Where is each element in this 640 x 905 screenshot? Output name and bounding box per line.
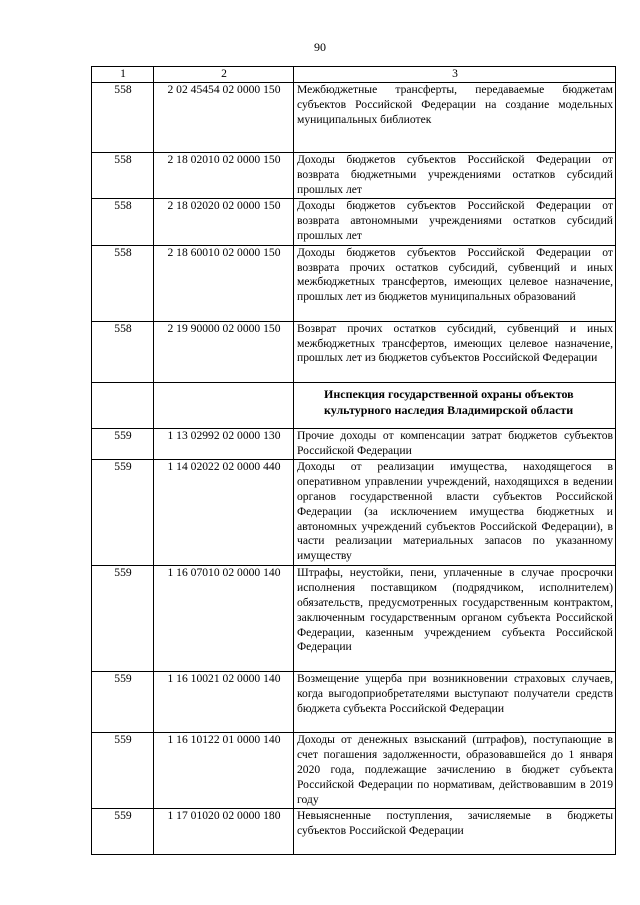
row-number: 559 [92, 566, 154, 672]
row-number: 559 [92, 460, 154, 566]
row-description: Невыясненные поступления, зачисляемые в бюджеты субъектов Российской Федерации [294, 809, 616, 855]
budget-code: 2 18 02020 02 0000 150 [154, 199, 294, 245]
revenue-codes-table [91, 66, 616, 855]
table-row [92, 245, 616, 321]
budget-code: 1 16 10122 01 0000 140 [154, 733, 294, 809]
row-description: Доходы от денежных взысканий (штрафов), поступающие в счет погашения задолженности, образовавшейся до 1 января 2020 года, подлежащие зачислению в бюджет субъекта Российской Федерации по нормативам, действовавшим в 2019 году [294, 733, 616, 809]
row-number: 558 [92, 199, 154, 245]
table-row [92, 809, 616, 855]
column-header-2: 2 [154, 67, 294, 83]
table-row [92, 153, 616, 199]
budget-code: 1 16 10021 02 0000 140 [154, 672, 294, 733]
table-row [92, 460, 616, 566]
budget-code: 2 18 60010 02 0000 150 [154, 245, 294, 321]
row-description: Доходы бюджетов субъектов Российской Федерации от возврата прочих остатков субсидий, субвенций и иных межбюджетных трансфертов, имеющих целевое назначение, прошлых лет из бюджетов муниципальных образований [294, 245, 616, 321]
row-description: Штрафы, неустойки, пени, уплаченные в случае просрочки исполнения поставщиком (подрядчиком, исполнителем) обязательств, предусмотренных государственным контрактом, заключенным государственным органом субъекта Российской Федерации, казенным учреждением субъекта Российской Федерации [294, 566, 616, 672]
row-number: 559 [92, 809, 154, 855]
budget-code: 2 19 90000 02 0000 150 [154, 321, 294, 382]
budget-code: 1 17 01020 02 0000 180 [154, 809, 294, 855]
budget-code: 1 16 07010 02 0000 140 [154, 566, 294, 672]
budget-code: 1 13 02992 02 0000 130 [154, 428, 294, 460]
row-description: Инспекция государственной охраны объектов культурного наследия Владимирской области [294, 382, 616, 428]
column-header-3: 3 [294, 67, 616, 83]
row-description: Доходы от реализации имущества, находящегося в оперативном управлении учреждений, находящихся в ведении органов государственной власти субъектов Российской Федерации (за исключением имущества бюджетных и автономных учреждений субъектов Российской Федерации), в части реализации материальных запасов по указанному имуществу [294, 460, 616, 566]
table-row [92, 672, 616, 733]
row-number: 558 [92, 321, 154, 382]
row-description: Доходы бюджетов субъектов Российской Федерации от возврата бюджетными учреждениями остатков субсидий прошлых лет [294, 153, 616, 199]
table-body [92, 83, 616, 855]
page-number: 90 [314, 40, 326, 54]
row-number: 559 [92, 428, 154, 460]
row-number: 558 [92, 245, 154, 321]
budget-code: 2 02 45454 02 0000 150 [154, 83, 294, 153]
table-header-row [92, 67, 616, 83]
row-number: 559 [92, 733, 154, 809]
table-row [92, 566, 616, 672]
table-row [92, 321, 616, 382]
row-description: Возмещение ущерба при возникновении страховых случаев, когда выгодоприобретателями выступают получатели средств бюджета субъекта Российской Федерации [294, 672, 616, 733]
row-number: 558 [92, 153, 154, 199]
section-header-row [92, 382, 616, 428]
row-description: Межбюджетные трансферты, передаваемые бюджетам субъектов Российской Федерации на создание модельных муниципальных библиотек [294, 83, 616, 153]
row-number: 558 [92, 83, 154, 153]
row-description: Доходы бюджетов субъектов Российской Федерации от возврата автономными учреждениями остатков субсидий прошлых лет [294, 199, 616, 245]
budget-code: 1 14 02022 02 0000 440 [154, 460, 294, 566]
budget-code [154, 382, 294, 428]
row-number: 559 [92, 672, 154, 733]
row-description: Прочие доходы от компенсации затрат бюджетов субъектов Российской Федерации [294, 428, 616, 460]
table-row [92, 428, 616, 460]
budget-code: 2 18 02010 02 0000 150 [154, 153, 294, 199]
row-number [92, 382, 154, 428]
table-row [92, 83, 616, 153]
table-row [92, 199, 616, 245]
row-description: Возврат прочих остатков субсидий, субвенций и иных межбюджетных трансфертов, имеющих целевое назначение, прошлых лет из бюджетов субъектов Российской Федерации [294, 321, 616, 382]
table-row [92, 733, 616, 809]
column-header-1: 1 [92, 67, 154, 83]
